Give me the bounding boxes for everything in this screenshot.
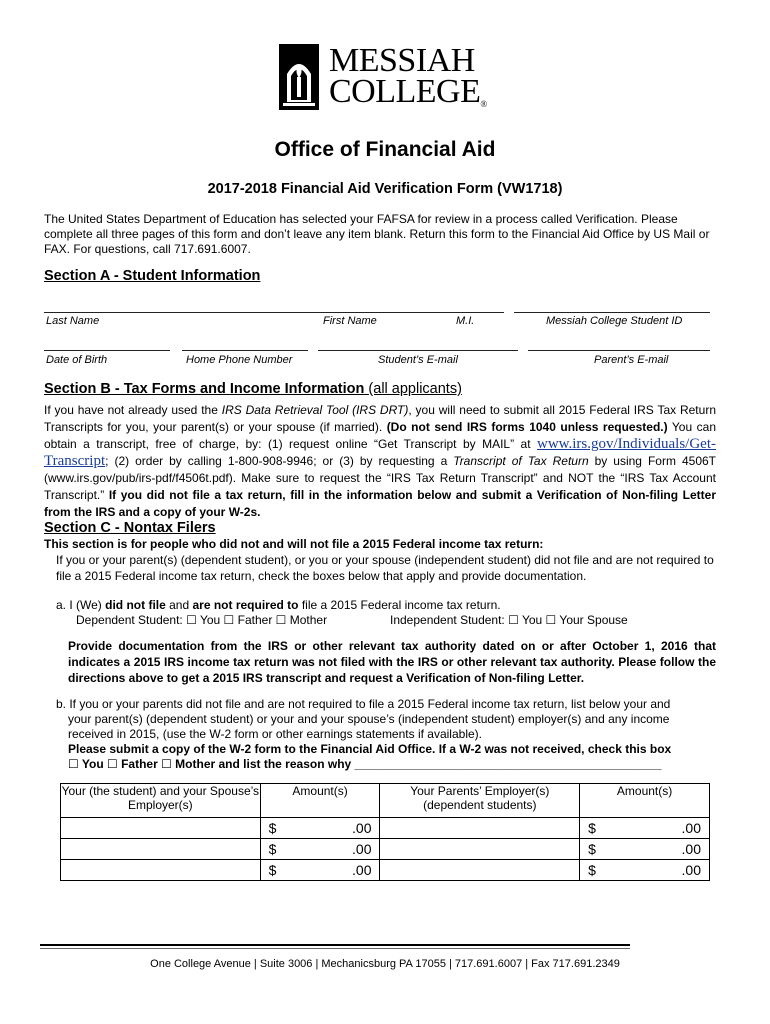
intro-paragraph: The United States Department of Education has selected your FAFSA for review in a process called Verification. Please complete all three pages of this form and don’t leave any item blank. Return this form to the Financial Aid Office by US Mail or FAX. For questions, call 717.691.6007. (44, 212, 710, 256)
logo-wordmark (329, 44, 487, 109)
w2-reason-checkboxes[interactable]: ☐ You ☐ Father ☐ Mother and list the reason why ______________________________________________ (68, 757, 662, 771)
section-b-paragraph: If you have not already used the IRS Data Retrieval Tool (IRS DRT), you will need to submit all 2015 Federal IRS Tax Return Transcripts for you, your parent(s) or your spouse (if married). (Do not send IRS forms 1040 unless requested.) You can obtain a transcript, free of charge, by: (1) request online “Get Transcript by MAIL” at www.irs.gov/Individuals/Get-Transcript; (2) order by calling 1-800-908-9946; or (3) by requesting a Transcript of Tax Return by using Form 4506T (www.irs.gov/pub/irs-pdf/f4506t.pdf). Make sure to request the “IRS Tax Return Transcript” and NOT the “IRS Tax Account Transcript.” If you did not file a tax return, fill in the information below and submit a Verification of Non-filing Letter from the IRS and a copy of your W-2s. (44, 403, 717, 519)
parent-email-field-line[interactable] (528, 350, 710, 351)
student-amount-cell[interactable]: $ .00 (260, 818, 380, 839)
student-employer-cell[interactable] (61, 818, 261, 839)
logo-line-1: MESSIAH (329, 42, 475, 79)
parent-employer-cell[interactable] (380, 860, 580, 881)
student-employer-cell[interactable] (61, 860, 261, 881)
last-name-label: Last Name (46, 315, 100, 327)
home-phone-field-line[interactable] (182, 350, 308, 351)
section-c-heading: Section C - Nontax Filers (44, 520, 216, 536)
employer-income-table (60, 783, 710, 881)
section-c-intro-bold: This section is for people who did not and will not file a 2015 Federal income tax return: (44, 537, 544, 551)
table-row (61, 860, 710, 881)
item-a-text: a. I (We) did not file and are not required to file a 2015 Federal income tax return. (56, 598, 501, 612)
table-header-row (61, 784, 710, 818)
section-c-intro: If you or your parent(s) (dependent student), or you or your spouse (independent student) did not file and are not required to file a 2015 Federal income tax return, check the boxes below that apply and provide documentation. (56, 553, 714, 583)
student-id-field-line[interactable] (514, 312, 710, 313)
footer-address: One College Avenue | Suite 3006 | Mechanicsburg PA 17055 | 717.691.6007 | Fax 717.691.2349 (150, 958, 620, 970)
footer-divider-thin (40, 948, 630, 949)
parent-amount-cell[interactable]: $ .00 (580, 818, 710, 839)
name-field-line[interactable] (44, 312, 504, 313)
first-name-label: First Name (323, 315, 377, 327)
section-a-heading: Section A - Student Information (44, 268, 261, 284)
parent-employer-cell[interactable] (380, 839, 580, 860)
parent-amount-cell[interactable]: $ .00 (580, 839, 710, 860)
footer-divider (40, 944, 630, 946)
student-employer-header: Your (the student) and your Spouse’s Employer(s) (61, 784, 261, 818)
parent-amount-cell[interactable]: $ .00 (580, 860, 710, 881)
parent-amount-header: Amount(s) (580, 784, 710, 818)
form-subtitle: 2017-2018 Financial Aid Verification Form (VW1718) (207, 181, 563, 197)
student-email-label: Student’s E-mail (378, 354, 458, 366)
college-seal-icon (279, 44, 319, 110)
dependent-student-checkboxes[interactable]: Dependent Student: ☐ You ☐ Father ☐ Mother (76, 613, 328, 627)
parent-email-label: Parent’s E-mail (594, 354, 669, 366)
dob-field-line[interactable] (44, 350, 170, 351)
messiah-college-logo (279, 44, 487, 112)
provide-documentation-note: Provide documentation from the IRS or other relevant tax authority dated on or after October 1, 2016 that indicates a 2015 IRS income tax return was not filed with the IRS or other relevant tax authority. Please follow the directions above to get a 2015 IRS transcript and request a Verification of Non-filing Letter. (68, 639, 716, 685)
student-id-label: Messiah College Student ID (546, 315, 683, 327)
student-email-field-line[interactable] (318, 350, 518, 351)
student-amount-cell[interactable]: $ .00 (260, 860, 380, 881)
dob-label: Date of Birth (46, 354, 108, 366)
table-row (61, 818, 710, 839)
parent-employer-header: Your Parents’ Employer(s) (dependent students) (380, 784, 580, 818)
page-title: Office of Financial Aid (274, 138, 496, 161)
section-b-heading: Section B - Tax Forms and Income Information (all applicants) (44, 381, 462, 397)
mi-label: M.I. (456, 315, 475, 327)
student-amount-header: Amount(s) (260, 784, 380, 818)
independent-student-checkboxes[interactable]: Independent Student: ☐ You ☐ Your Spouse (390, 613, 628, 627)
table-row (61, 839, 710, 860)
logo-line-2: COLLEGE® (329, 73, 487, 110)
home-phone-label: Home Phone Number (186, 354, 293, 366)
student-employer-cell[interactable] (61, 839, 261, 860)
get-transcript-link[interactable]: www.irs.gov/Individuals/Get-Transcript (44, 436, 716, 469)
student-amount-cell[interactable]: $ .00 (260, 839, 380, 860)
parent-employer-cell[interactable] (380, 818, 580, 839)
item-b-text: b. If you or your parents did not file and are not required to file a 2015 Federal income tax return, list below your and your parent(s) (dependent student) or your and your spouse’s (independent student) employer(s) and any income received in 2015, (use the W-2 form or other earnings statements if available). Please submit a copy of the W-2 form to the Financial Aid Office. If a W-2 was not received, check this box ☐ You ☐ Father ☐ Mother and list the reason why ______________________________________________ (56, 697, 718, 772)
